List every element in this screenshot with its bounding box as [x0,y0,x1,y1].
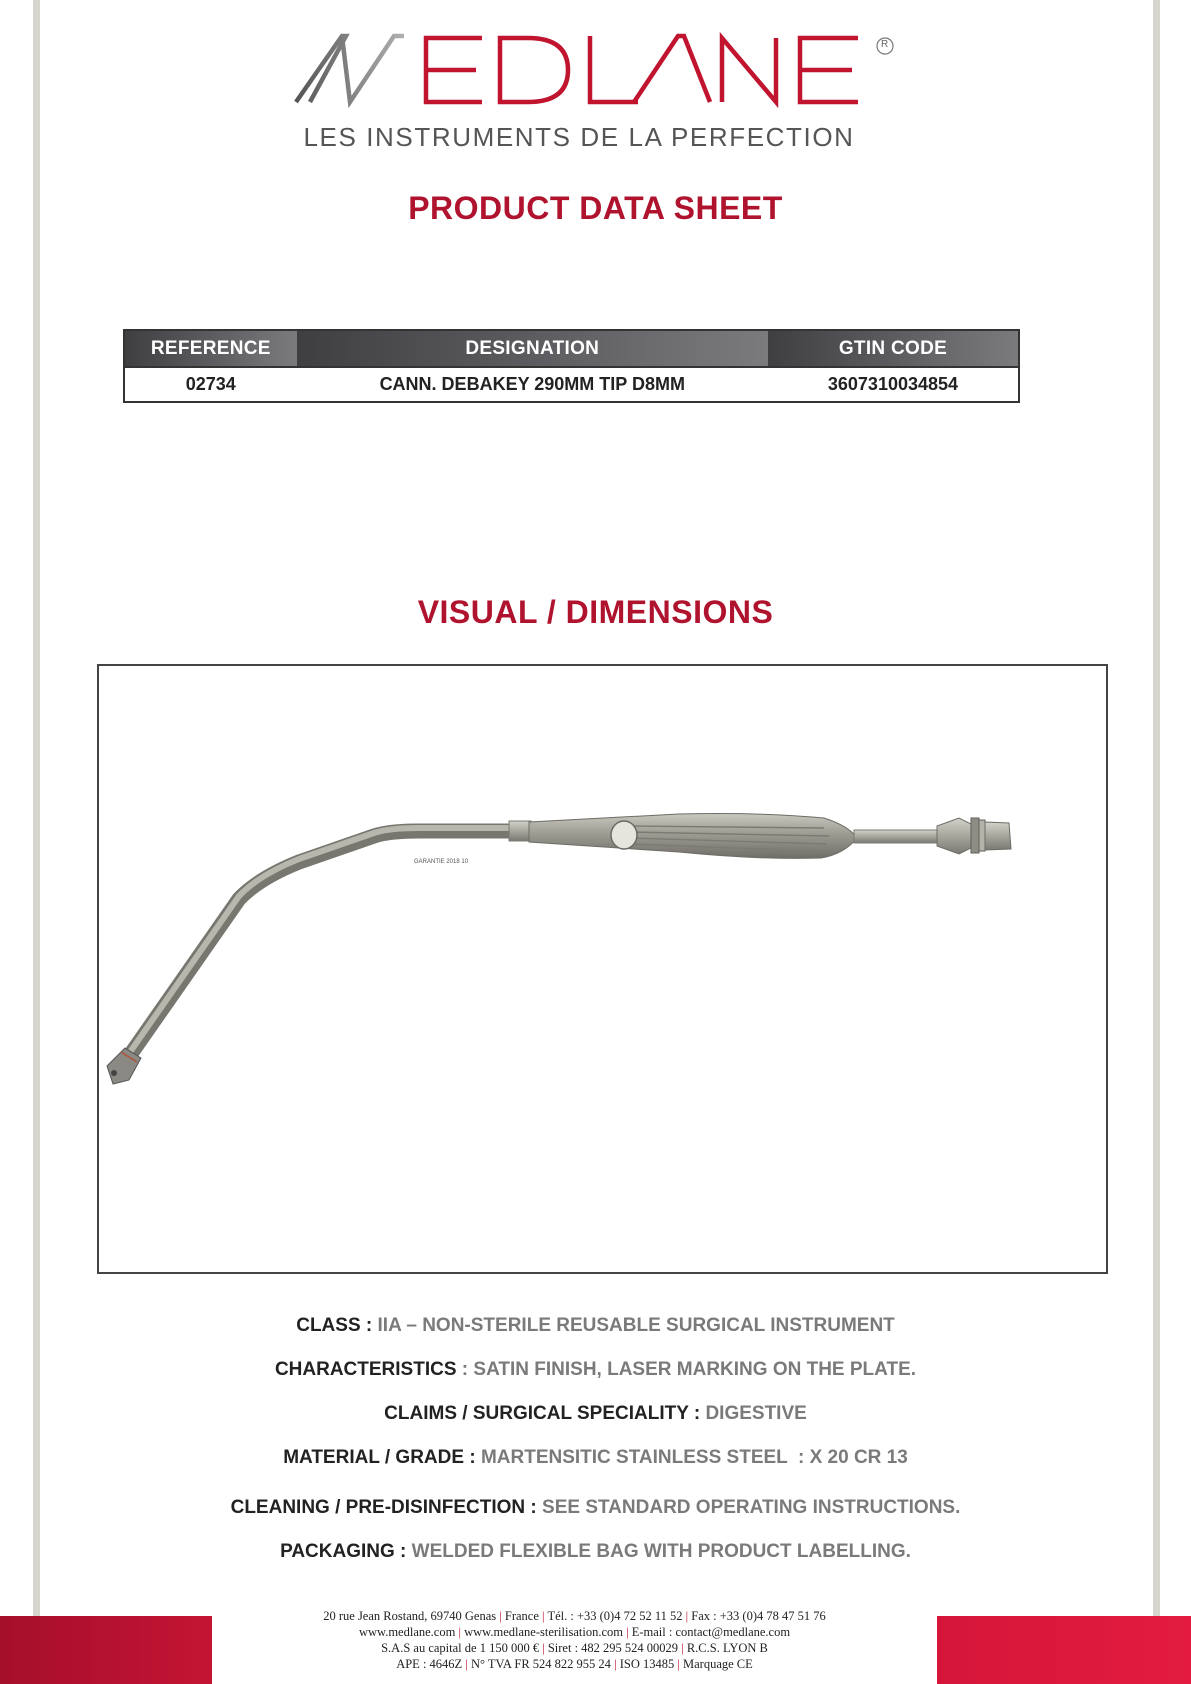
footer-fax: Fax : +33 (0)4 78 47 51 76 [691,1609,826,1623]
spec-packaging-label: PACKAGING : [280,1541,407,1562]
brand-tagline: LES INSTRUMENTS DE LA PERFECTION [303,122,855,152]
spec-packaging [0,1541,1191,1563]
spec-cleaning-label: CLEANING / PRE-DISINFECTION : [230,1497,537,1518]
footer-line-address: 20 rue Jean Rostand, 69740 Genas | France | Tél. : +33 (0)4 72 52 11 52 | Fax : +33 (0)4 78 47 51 76 [323,1609,826,1623]
cell-reference: 02734 [124,367,297,402]
header-gtin-code: GTIN CODE [768,330,1019,367]
medlane-wordmark [290,28,910,128]
cell-designation: CANN. DEBAKEY 290MM TIP D8MM [297,367,768,402]
spec-material-label: MATERIAL / GRADE : [283,1447,476,1468]
footer-line-web: www.medlane.com | www.medlane-sterilisation.com | E-mail : contact@medlane.com [358,1625,791,1639]
spec-cleaning [0,1497,1191,1519]
spec-class-label: CLASS : [296,1315,373,1336]
footer-capital: S.A.S au capital de 1 150 000 € [381,1641,540,1655]
product-image-frame [97,664,1108,1274]
footer-address: 20 rue Jean Rostand, 69740 Genas [323,1609,497,1623]
spec-class [0,1315,1191,1337]
footer-company-info [212,1608,937,1672]
footer-email-link[interactable]: E-mail : contact@medlane.com [631,1625,791,1639]
footer-vat: N° TVA FR 524 822 955 24 [470,1657,611,1671]
footer-website-link[interactable]: www.medlane.com [358,1625,456,1639]
spec-claims-label: CLAIMS / SURGICAL SPECIALITY : [384,1403,701,1424]
footer-rcs: R.C.S. LYON B [686,1641,768,1655]
footer-siret: Siret : 482 295 524 00029 [547,1641,679,1655]
footer-line-legal: S.A.S au capital de 1 150 000 € | Siret : 482 295 524 00029 | R.C.S. LYON B [381,1641,768,1655]
spec-characteristics [0,1359,1191,1381]
table-header-row [124,330,1019,367]
spec-class-value: IIA – NON-STERILE REUSABLE SURGICAL INSTRUMENT [377,1315,895,1336]
cell-gtin-code: 3607310034854 [768,367,1019,402]
surgical-cannula-image [99,666,1106,1272]
footer-line-certifications: APE : 4646Z | N° TVA FR 524 822 955 24 | ISO 13485 | Marquage CE [396,1657,753,1671]
reference-table [123,329,1020,403]
footer-sterilisation-website-link[interactable]: www.medlane-sterilisation.com [464,1625,623,1639]
spec-material-value: MARTENSITIC STAINLESS STEEL : X 20 CR 13 [480,1447,908,1468]
footer-ape: APE : 4646Z [396,1657,463,1671]
spec-characteristics-value: : SATIN FINISH, LASER MARKING ON THE PLATE. [456,1359,917,1380]
product-data-sheet-title: PRODUCT DATA SHEET [408,190,783,226]
visual-dimensions-title: VISUAL / DIMENSIONS [417,594,774,630]
footer-iso: ISO 13485 [619,1657,675,1671]
footer-red-band-left [0,1616,212,1684]
footer-red-band-right [937,1616,1191,1684]
spec-claims-value: DIGESTIVE [705,1403,807,1424]
registered-mark: R [881,39,889,50]
spec-characteristics-label: CHARACTERISTICS [274,1359,457,1380]
table-row [124,367,1019,402]
spec-claims [0,1403,1191,1425]
footer-country: France [504,1609,539,1623]
laser-marking-text: GARANTIE 2018 10 [414,859,469,865]
medlane-logo [290,28,910,156]
header-reference: REFERENCE [124,330,297,367]
spec-packaging-value: WELDED FLEXIBLE BAG WITH PRODUCT LABELLING. [411,1541,911,1562]
spec-material [0,1447,1191,1469]
footer-phone: Tél. : +33 (0)4 72 52 11 52 [547,1609,683,1623]
spec-cleaning-value: SEE STANDARD OPERATING INSTRUCTIONS. [542,1497,961,1518]
footer-ce-marking: Marquage CE [683,1657,753,1671]
header-designation: DESIGNATION [297,330,768,367]
